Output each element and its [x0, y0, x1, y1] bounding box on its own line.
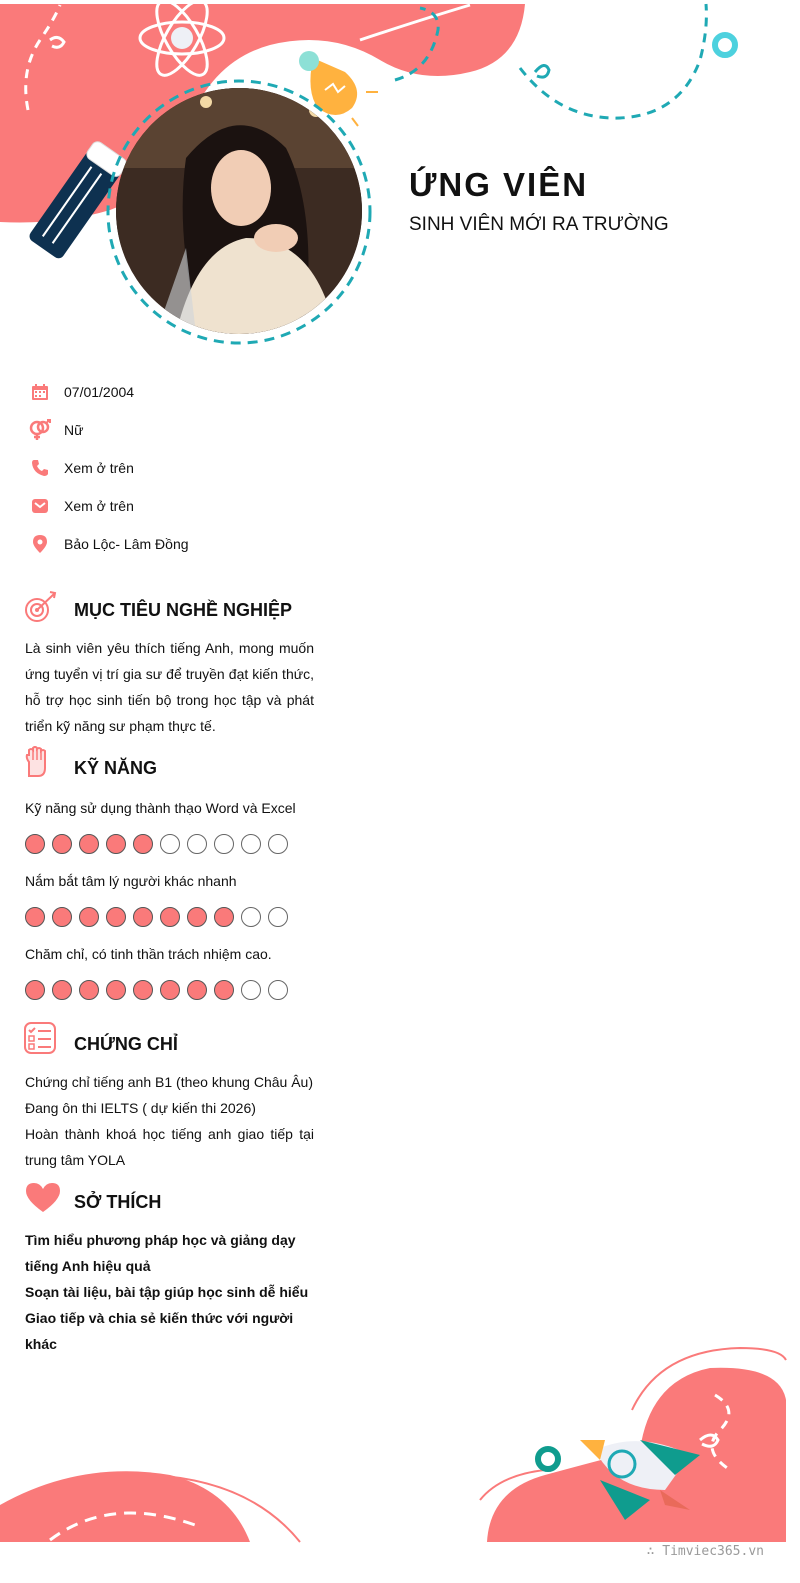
email-value[interactable]: Xem ở trên — [64, 498, 134, 514]
rating-dot-filled — [25, 907, 45, 927]
rating-dot-filled — [187, 907, 207, 927]
birthdate-value: 07/01/2004 — [64, 384, 135, 400]
contact-phone — [28, 456, 134, 480]
hobby-item: Giao tiếp và chia sẻ kiến thức với người khác — [25, 1310, 294, 1352]
certificates-title: CHỨNG CHỈ — [74, 1034, 178, 1054]
candidate-name: ỨNG VIÊN — [409, 166, 589, 203]
rating-dot-empty — [241, 907, 261, 927]
skills-title: KỸ NĂNG — [74, 758, 158, 778]
rating-dot-empty — [241, 834, 261, 854]
location-value: Bảo Lộc- Lâm Đồng — [64, 536, 189, 552]
skill-name: Kỹ năng sử dụng thành thạo Word và Excel — [25, 800, 296, 816]
watermark: ∴ Timviec365.vn — [646, 1544, 764, 1559]
skill-rating — [25, 834, 288, 854]
skill-name: Nắm bắt tâm lý người khác nhanh — [25, 873, 237, 889]
rating-dot-filled — [160, 980, 180, 1000]
rating-dot-filled — [79, 980, 99, 1000]
contact-email — [28, 494, 134, 518]
rating-dot-filled — [160, 907, 180, 927]
rating-dot-filled — [187, 980, 207, 1000]
rating-dot-empty — [268, 907, 288, 927]
rating-dot-filled — [106, 907, 126, 927]
gender-value: Nữ — [64, 422, 84, 438]
skill-rating — [25, 907, 288, 927]
skill-rating — [25, 980, 288, 1000]
phone-value[interactable]: Xem ở trên — [64, 460, 134, 476]
rating-dot-empty — [160, 834, 180, 854]
rating-dot-filled — [25, 834, 45, 854]
hobby-item: Soạn tài liệu, bài tập giúp học sinh dễ hiểu — [25, 1284, 309, 1300]
rating-dot-empty — [187, 834, 207, 854]
rating-dot-empty — [268, 834, 288, 854]
rating-dot-filled — [133, 834, 153, 854]
email-icon — [28, 494, 52, 518]
candidate-role: SINH VIÊN MỚI RA TRƯỜNG — [409, 214, 669, 235]
rating-dot-filled — [79, 834, 99, 854]
hobby-item: Tìm hiểu phương pháp học và giảng dạy tiếng Anh hiệu quả — [25, 1232, 296, 1274]
rating-dot-filled — [133, 907, 153, 927]
rating-dot-empty — [241, 980, 261, 1000]
certificate-item: Đang ôn thi IELTS ( dự kiến thi 2026) — [25, 1100, 256, 1116]
rating-dot-filled — [106, 834, 126, 854]
objective-text: Là sinh viên yêu thích tiếng Anh, mong muốn ứng tuyển vị trí gia sư để truyền đạt kiến thức, hỗ trợ học sinh tiến bộ trong học tập và phát triển kỹ năng sư phạm thực tế. — [25, 640, 314, 734]
rating-dot-filled — [25, 980, 45, 1000]
avatar — [116, 88, 362, 334]
certificate-item: Hoàn thành khoá học tiếng anh giao tiếp tại trung tâm YOLA — [25, 1126, 314, 1168]
rating-dot-filled — [214, 980, 234, 1000]
phone-icon — [28, 456, 52, 480]
calendar-icon — [28, 380, 52, 404]
contact-gender — [28, 418, 83, 442]
skill-name: Chăm chỉ, có tinh thần trách nhiệm cao. — [25, 946, 272, 962]
heart-icon — [24, 1181, 62, 1218]
rating-dot-filled — [106, 980, 126, 1000]
rating-dot-filled — [214, 907, 234, 927]
ring-icon — [715, 35, 735, 55]
rating-dot-filled — [52, 907, 72, 927]
objective-title: MỤC TIÊU NGHỀ NGHIỆP — [74, 600, 293, 620]
contact-birthdate — [28, 380, 134, 404]
hobbies-title: SỞ THÍCH — [74, 1192, 162, 1212]
rating-dot-filled — [52, 980, 72, 1000]
certificate-item: Chứng chỉ tiếng anh B1 (theo khung Châu Âu) — [25, 1074, 314, 1090]
gender-icon — [28, 418, 52, 442]
checklist-icon — [24, 1022, 56, 1059]
location-pin-icon — [28, 532, 52, 556]
rating-dot-empty — [268, 980, 288, 1000]
rating-dot-filled — [52, 834, 72, 854]
rating-dot-filled — [79, 907, 99, 927]
hand-icon — [24, 746, 50, 783]
rating-dot-filled — [133, 980, 153, 1000]
target-icon — [24, 590, 58, 629]
rating-dot-empty — [214, 834, 234, 854]
contact-location — [28, 532, 189, 556]
